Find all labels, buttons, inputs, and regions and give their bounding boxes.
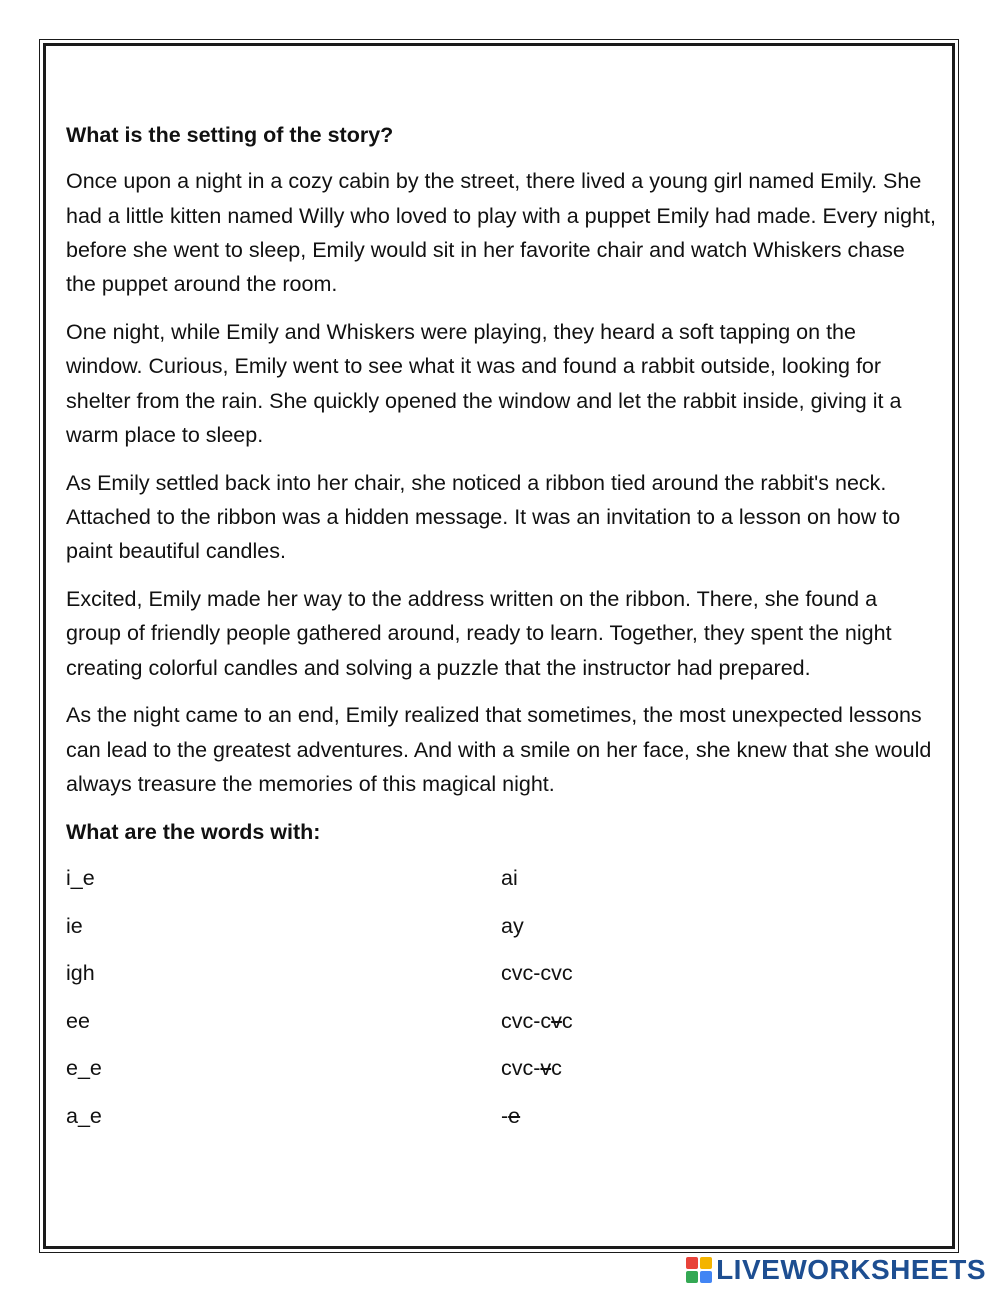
pattern-text: c — [551, 1056, 562, 1081]
story-paragraph: As Emily settled back into her chair, she noticed a ribbon tied around the rabbit's neck. Attached to the ribbon was a hidden message. It was an invitation to a lesson on how to paint beautiful candles. — [66, 470, 901, 564]
worksheet-content — [66, 118, 938, 1133]
story-paragraph: As the night came to an end, Emily realized that sometimes, the most unexpected lessons can lead to the greatest adventures. And with a smile on her face, she knew that she would always treasure the memories of this magical night. — [66, 703, 932, 797]
pattern-label: e_e — [66, 1056, 102, 1081]
pattern-label: cvc-cvc — [501, 961, 573, 986]
story-paragraph: One night, while Emily and Whiskers were playing, they heard a soft tapping on the window. Curious, Emily went to see what it was and found a rabbit outside, looking for shelter from the rain. She quickly opened the window and let the rabbit inside, giving it a warm place to sleep. — [66, 319, 902, 447]
brand-text: LIVEWORKSHEETS — [716, 1254, 986, 1285]
struck-letter: v — [551, 1008, 562, 1033]
pattern-text: c — [561, 1008, 573, 1033]
pattern-text: cvc- — [501, 1056, 541, 1081]
struck-letter: e — [508, 1103, 521, 1128]
liveworksheets-logo — [686, 1253, 986, 1287]
pattern-label: a_e — [66, 1103, 102, 1128]
logo-square — [686, 1257, 698, 1269]
story-paragraph: Once upon a night in a cozy cabin by the street, there lived a young girl named Emily. She had a little kitten named Willy who loved to play with a puppet Emily had made. Every night, before she went to sleep, Emily would sit in her favorite chair and watch Whiskers chase the puppet around the room. — [66, 169, 937, 297]
liveworksheets-icon — [686, 1257, 712, 1283]
pattern-label: igh — [66, 961, 95, 986]
pattern-label — [501, 1004, 901, 1038]
pattern-label: ay — [501, 913, 524, 938]
words-heading: What are the words with: — [66, 819, 321, 844]
pattern-text: cvc-c — [501, 1008, 552, 1033]
logo-square — [700, 1257, 712, 1269]
pattern-text: - — [501, 1103, 509, 1128]
pattern-label: i_e — [66, 866, 95, 891]
pattern-label: ai — [501, 866, 518, 891]
story-paragraph: Excited, Emily made her way to the address written on the ribbon. There, she found a group of friendly people gathered around, ready to learn. Together, they spent the night creating colorful candles and solving a puzzle that the instructor had prepared. — [66, 587, 892, 680]
pattern-label — [501, 1099, 901, 1133]
pattern-label — [501, 1051, 901, 1085]
logo-square — [686, 1271, 698, 1283]
question-setting: What is the setting of the story? — [66, 123, 394, 147]
pattern-grid — [66, 861, 938, 1133]
logo-square — [700, 1271, 712, 1283]
struck-letter: v — [540, 1056, 552, 1081]
pattern-label: ie — [66, 913, 83, 938]
pattern-label: ee — [66, 1008, 90, 1033]
